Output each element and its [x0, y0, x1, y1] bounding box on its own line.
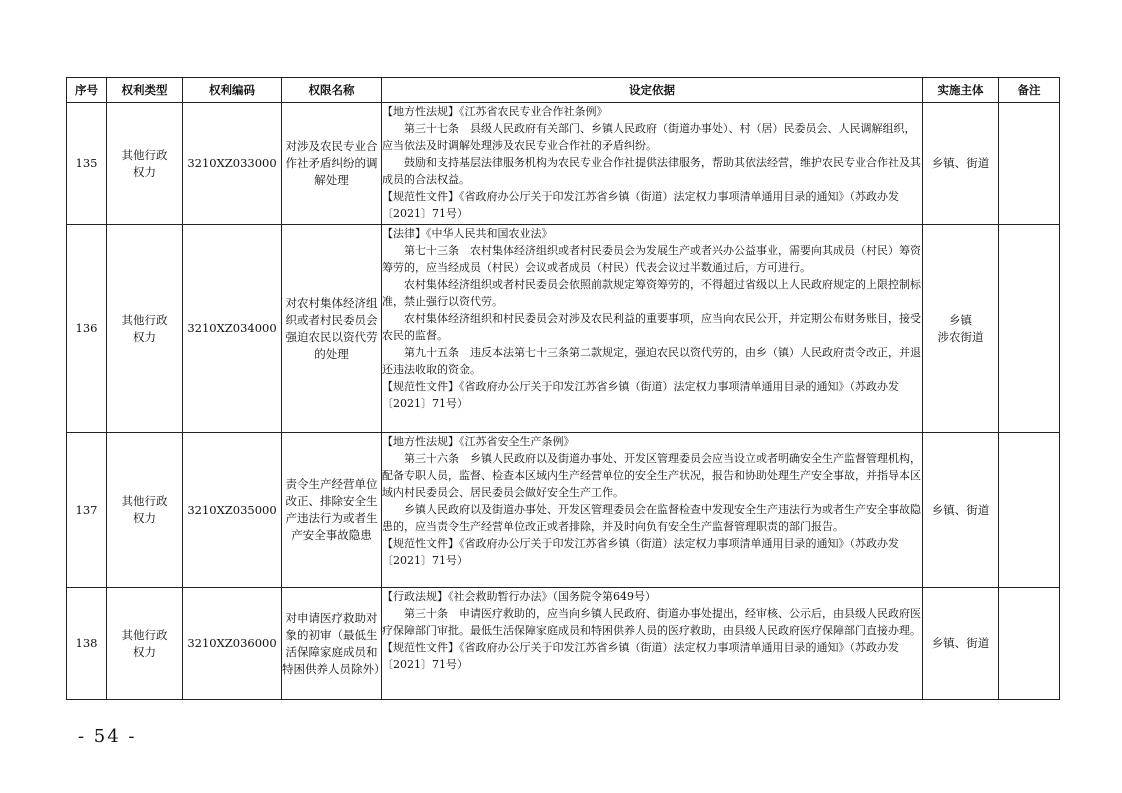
row-code: 3210XZ036000 — [183, 588, 282, 700]
row-no: 138 — [67, 588, 107, 700]
basis-paragraph: 农村集体经济组织和村民委员会对涉及农民利益的重要事项，应当向农民公开，并定期公布财务账目，接受农民的监督。 — [382, 312, 921, 342]
table-row — [67, 433, 1060, 588]
basis-paragraph: 乡镇人民政府以及街道办事处、开发区管理委员会在监督检查中发现安全生产违法行为或者生产安全事故隐患的，应当责令生产经营单位改正或者排除，并及时向负有安全生产监督管理职责的部门报告。 — [382, 503, 921, 533]
table-row — [67, 225, 1060, 433]
basis-paragraph: 第七十三条 农村集体经济组织或者村民委员会为发展生产或者兴办公益事业，需要向其成员（村民）筹资筹劳的，应当经成员（村民）会议或者成员（村民）代表会议过半数通过后，方可进行。 — [382, 244, 921, 274]
row-power-name: 责令生产经营单位改正、排除安全生产违法行为或者生产安全事故隐患 — [282, 433, 382, 588]
basis-paragraph: 第三十七条 县级人民政府有关部门、乡镇人民政府（街道办事处）、村（居）民委员会、人民调解组织，应当依法及时调解处理涉及农民专业合作社的矛盾纠纷。 — [382, 122, 916, 152]
row-type: 其他行政权力 — [107, 588, 183, 700]
row-subject: 乡镇、街道 — [923, 103, 999, 225]
row-code: 3210XZ034000 — [183, 225, 282, 433]
row-type: 其他行政权力 — [107, 225, 183, 433]
row-no: 136 — [67, 225, 107, 433]
table-header-row — [67, 78, 1060, 103]
header-basis: 设定依据 — [382, 78, 923, 103]
basis-paragraph: 第三十六条 乡镇人民政府以及街道办事处、开发区管理委员会应当设立或者明确安全生产监督管理机构，配备专职人员，监督、检查本区域内生产经营单位的安全生产状况，报告和协助处理生产安全事故，并指导本区域内村民委员会、居民委员会做好安全生产工作。 — [382, 452, 921, 499]
basis-paragraph: 【法律】《中华人民共和国农业法》 — [382, 227, 553, 240]
row-basis — [382, 433, 923, 588]
basis-paragraph: 【规范性文件】《省政府办公厅关于印发江苏省乡镇（街道）法定权力事项清单通用目录的通知》（苏政办发〔2021〕71号） — [382, 641, 899, 671]
header-code: 权利编码 — [183, 78, 282, 103]
row-power-name: 对农村集体经济组织或者村民委员会强迫农民以资代劳的处理 — [282, 225, 382, 433]
table-row — [67, 588, 1060, 700]
power-list-table — [66, 77, 1060, 700]
row-type: 其他行政权力 — [107, 103, 183, 225]
basis-paragraph: 农村集体经济组织或者村民委员会依照前款规定筹资筹劳的，不得超过省级以上人民政府规定的上限控制标准，禁止强行以资代劳。 — [382, 278, 921, 308]
header-type: 权利类型 — [107, 78, 183, 103]
basis-paragraph: 【规范性文件】《省政府办公厅关于印发江苏省乡镇（街道）法定权力事项清单通用目录的通知》（苏政办发〔2021〕71号） — [382, 380, 899, 410]
row-subject: 乡镇、街道 — [923, 433, 999, 588]
basis-paragraph: 鼓励和支持基层法律服务机构为农民专业合作社提供法律服务，帮助其依法经营，维护农民专业合作社及其成员的合法权益。 — [382, 156, 921, 186]
basis-paragraph: 第九十五条 违反本法第七十三条第二款规定，强迫农民以资代劳的，由乡（镇）人民政府责令改正，并退还违法收取的资金。 — [382, 346, 921, 376]
row-type: 其他行政权力 — [107, 433, 183, 588]
row-code: 3210XZ035000 — [183, 433, 282, 588]
header-remark: 备注 — [999, 78, 1060, 103]
row-basis — [382, 225, 923, 433]
row-remark — [999, 433, 1060, 588]
table-row — [67, 103, 1060, 225]
row-no: 135 — [67, 103, 107, 225]
header-subject: 实施主体 — [923, 78, 999, 103]
row-remark — [999, 588, 1060, 700]
row-power-name: 对申请医疗救助对象的初审（最低生活保障家庭成员和特困供养人员除外） — [282, 588, 382, 700]
table-body — [67, 103, 1060, 700]
row-code: 3210XZ033000 — [183, 103, 282, 225]
basis-paragraph: 第三十条 申请医疗救助的，应当向乡镇人民政府、街道办事处提出，经审核、公示后，由县级人民政府医疗保障部门审批。最低生活保障家庭成员和特困供养人员的医疗救助，由县级人民政府医疗保障部门直接办理。 — [382, 607, 921, 637]
row-basis — [382, 103, 923, 225]
header-no: 序号 — [67, 78, 107, 103]
row-subject: 乡镇 涉农街道 — [923, 225, 999, 433]
row-remark — [999, 225, 1060, 433]
row-power-name: 对涉及农民专业合作社矛盾纠纷的调解处理 — [282, 103, 382, 225]
row-remark — [999, 103, 1060, 225]
basis-paragraph: 【规范性文件】《省政府办公厅关于印发江苏省乡镇（街道）法定权力事项清单通用目录的通知》（苏政办发〔2021〕71号） — [382, 537, 899, 567]
basis-paragraph: 【行政法规】《社会救助暂行办法》（国务院令第649号） — [382, 590, 656, 603]
page-number: - 54 - — [78, 726, 137, 747]
basis-paragraph: 【地方性法规】《江苏省农民专业合作社条例》 — [382, 105, 608, 118]
row-no: 137 — [67, 433, 107, 588]
row-subject: 乡镇、街道 — [923, 588, 999, 700]
basis-paragraph: 【规范性文件】《省政府办公厅关于印发江苏省乡镇（街道）法定权力事项清单通用目录的通知》（苏政办发〔2021〕71号） — [382, 190, 899, 220]
row-basis — [382, 588, 923, 700]
basis-paragraph: 【地方性法规】《江苏省安全生产条例》 — [382, 435, 575, 448]
header-name: 权限名称 — [282, 78, 382, 103]
